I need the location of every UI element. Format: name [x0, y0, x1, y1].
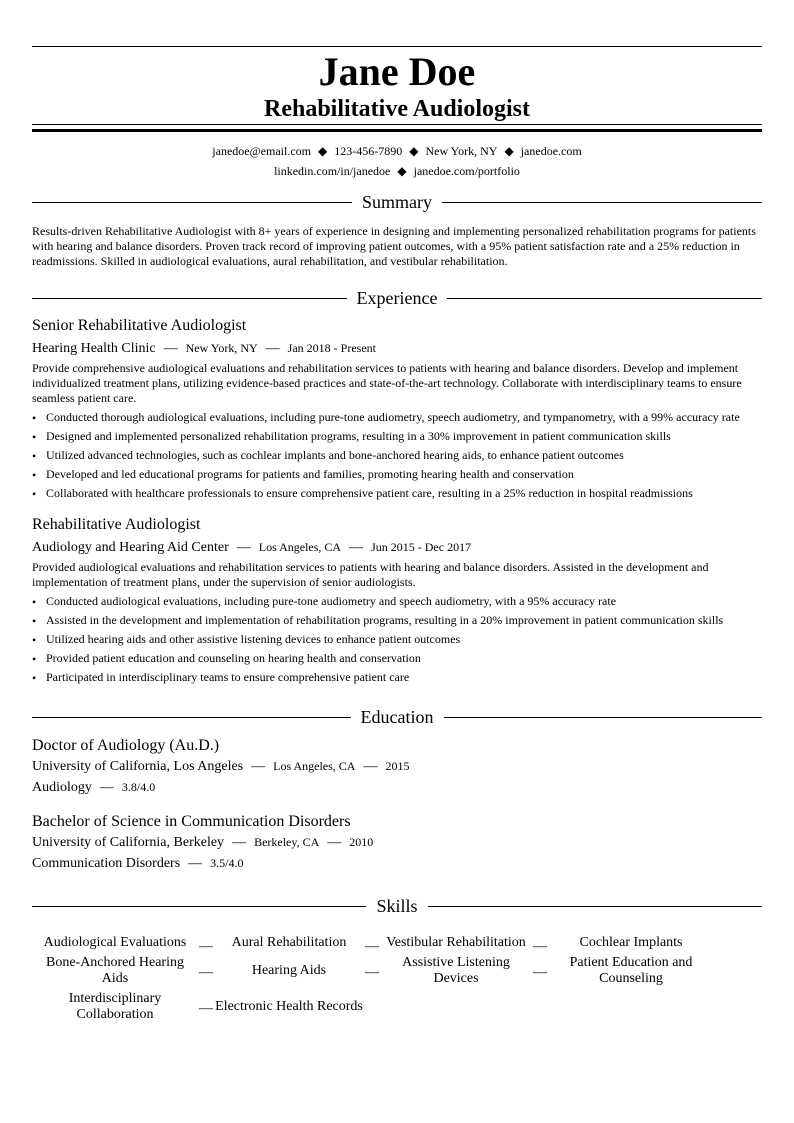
achievement-text: Provided patient education and counseling on hearing health and conservation: [46, 651, 421, 665]
edu-school: University of California, Los Angeles: [32, 759, 244, 774]
skill-separator: —: [365, 965, 379, 980]
dash-separator: —: [236, 540, 251, 555]
job-entry: [32, 316, 762, 503]
achievement-item: [32, 592, 762, 611]
job-description: Provided audiological evaluations and rehabilitation services to patients with hearing and balance disorders. Assisted in the development and implementation of treatment plans, under the supervision of senior audiologists.: [32, 560, 709, 589]
skill-separator: —: [365, 939, 379, 954]
bullet-icon: •: [32, 411, 37, 425]
bullet-icon: •: [32, 595, 37, 609]
achievement-item: [32, 465, 762, 484]
achievement-text: Designed and implemented personalized rehabilitation programs, resulting in a 30% improvement in patient communication skills: [46, 429, 671, 443]
edu-field: Communication Disorders: [32, 856, 181, 871]
education-heading-label: Education: [360, 707, 434, 727]
achievement-text: Participated in interdisciplinary teams to ensure comprehensive patient care: [46, 670, 410, 684]
job-meta: [32, 537, 762, 558]
heading-rule-left: [32, 717, 351, 718]
edu-location: Los Angeles, CA: [273, 759, 356, 773]
skill-item: Vestibular Rehabilitation: [386, 935, 526, 950]
dash-separator: —: [349, 540, 364, 555]
candidate-title: Rehabilitative Audiologist: [263, 96, 531, 122]
summary-heading-label: Summary: [362, 192, 432, 212]
skill-item: Bone-Anchored Hearing Aids: [45, 955, 184, 986]
achievement-text: Developed and led educational programs for patients and families, promoting hearing health and conservation: [46, 467, 574, 481]
job-title: Senior Rehabilitative Audiologist: [32, 317, 247, 334]
dash-separator: —: [265, 341, 280, 356]
achievement-text: Collaborated with healthcare professionals to ensure comprehensive patient care, resulting in a 25% reduction in hospital readmissions: [46, 486, 693, 500]
contact-linkedin[interactable]: linkedin.com/in/janedoe: [274, 164, 391, 178]
job-location: New York, NY: [185, 341, 258, 355]
edu-school-line: [32, 756, 762, 777]
diamond-separator-icon: ◆: [397, 164, 407, 178]
skill-separator: —: [533, 965, 547, 980]
edu-field-line: [32, 777, 762, 798]
job-achievements: [32, 408, 762, 503]
contact-line-1: [32, 141, 762, 161]
bullet-icon: •: [32, 671, 37, 685]
edu-gpa: 3.8/4.0: [121, 780, 156, 794]
heading-rule-left: [32, 906, 366, 907]
edu-field-line: [32, 853, 762, 874]
diamond-separator-icon: ◆: [317, 144, 328, 158]
header-top-rule: [32, 46, 762, 47]
contact-location: New York, NY: [425, 144, 498, 158]
bullet-icon: •: [32, 633, 37, 647]
skills-grid: [32, 935, 762, 1023]
skill-item: Aural Rehabilitation: [231, 935, 347, 950]
heading-rule-right: [444, 717, 763, 718]
skill-separator: —: [199, 965, 213, 980]
bullet-icon: •: [32, 614, 37, 628]
edu-school-line: [32, 832, 762, 853]
job-achievements: [32, 592, 762, 687]
skills-heading-label: Skills: [376, 896, 418, 916]
achievement-item: [32, 408, 762, 427]
skill-item: Cochlear Implants: [579, 935, 683, 950]
job-dates: Jan 2018 - Present: [287, 341, 376, 355]
heading-rule-right: [442, 202, 762, 203]
summary-heading: [32, 190, 762, 214]
diamond-separator-icon: ◆: [504, 144, 514, 158]
job-dates: Jun 2015 - Dec 2017: [371, 540, 472, 554]
achievement-text: Assisted in the development and implementation of rehabilitation programs, resulting in a 20% improvement in patient communication skills: [46, 613, 724, 627]
skill-item: Assistive Listening Devices: [402, 955, 510, 986]
edu-degree: Bachelor of Science in Communication Disorders: [32, 813, 351, 830]
contact-email[interactable]: janedoe@email.com: [212, 144, 311, 158]
job-entry: [32, 515, 762, 687]
dash-separator: —: [99, 780, 114, 795]
achievement-item: [32, 649, 762, 668]
contact-website[interactable]: janedoe.com: [520, 144, 582, 158]
diamond-separator-icon: ◆: [409, 144, 419, 158]
edu-degree: Doctor of Audiology (Au.D.): [32, 737, 220, 754]
heading-rule-right: [428, 906, 762, 907]
summary-text: Results-driven Rehabilitative Audiologist with 8+ years of experience in designing and implementing personalized rehabilitation programs for patients with hearing and balance disorders. Proven track record of improving patient outcomes, with a 95% patient satisfaction rate and a 25% reduction in readmissions. Skilled in audiological evaluations, aural rehabilitation, and vestibular rehabilitation.: [32, 224, 756, 268]
skill-item: Audiological Evaluations: [43, 935, 187, 950]
skill-separator: —: [199, 1001, 213, 1016]
achievement-item: [32, 630, 762, 649]
contact-info: [32, 141, 762, 181]
dash-separator: —: [363, 759, 378, 774]
edu-school: University of California, Berkeley: [32, 835, 225, 850]
heading-rule-left: [32, 202, 352, 203]
job-description: Provide comprehensive audiological evaluations and rehabilitation services to patients with hearing and balance disorders. Develop and implement individualized treatment plans, utilizing evidence-based practices and state-of-the-art technology. Collaborate with interdisciplinary teams to ensure seamless patient care.: [32, 361, 742, 405]
dash-separator: —: [163, 341, 178, 356]
experience-heading-label: Experience: [356, 288, 438, 308]
edu-location: Berkeley, CA: [254, 835, 320, 849]
edu-year: 2015: [385, 759, 410, 773]
job-company: Audiology and Hearing Aid Center: [32, 540, 229, 555]
dash-separator: —: [232, 835, 247, 850]
achievement-item: [32, 446, 762, 465]
job-title: Rehabilitative Audiologist: [32, 516, 201, 533]
achievement-item: [32, 427, 762, 446]
achievement-text: Utilized advanced technologies, such as cochlear implants and bone-anchored hearing aids, to enhance patient outcomes: [46, 448, 624, 462]
achievement-text: Conducted thorough audiological evaluations, including pure-tone audiometry, speech audiometry, and tympanometry, with a 99% accuracy rate: [46, 410, 740, 424]
job-meta: [32, 338, 762, 359]
experience-heading: [32, 286, 762, 310]
education-entry: [32, 812, 762, 874]
job-company: Hearing Health Clinic: [32, 341, 156, 356]
edu-year: 2010: [349, 835, 374, 849]
candidate-name: Jane Doe: [318, 49, 476, 94]
header-double-rule: [32, 124, 762, 132]
skill-item: Hearing Aids: [251, 963, 327, 978]
bullet-icon: •: [32, 487, 37, 501]
resume-page: [32, 46, 762, 1023]
contact-line-2: [32, 161, 762, 181]
edu-gpa: 3.5/4.0: [210, 856, 244, 870]
achievement-item: [32, 611, 762, 630]
bullet-icon: •: [32, 449, 37, 463]
skill-item: Electronic Health Records: [215, 999, 363, 1014]
dash-separator: —: [327, 835, 342, 850]
achievement-text: Conducted audiological evaluations, including pure-tone audiometry and speech audiometry, with a 95% accuracy rate: [46, 594, 617, 608]
heading-rule-right: [447, 298, 762, 299]
skill-separator: —: [199, 939, 213, 954]
skills-heading: [32, 894, 762, 918]
achievement-item: [32, 484, 762, 503]
bullet-icon: •: [32, 652, 37, 666]
job-location: Los Angeles, CA: [258, 540, 342, 554]
skill-item: Interdisciplinary Collaboration: [68, 991, 162, 1022]
achievement-text: Utilized hearing aids and other assistive listening devices to enhance patient outcomes: [46, 632, 461, 646]
education-heading: [32, 705, 762, 729]
edu-field: Audiology: [32, 780, 92, 795]
education-entry: [32, 736, 762, 798]
achievement-item: [32, 668, 762, 687]
bullet-icon: •: [32, 430, 37, 444]
skill-separator: —: [533, 939, 547, 954]
contact-portfolio[interactable]: janedoe.com/portfolio: [413, 164, 520, 178]
skill-item: Patient Education and Counseling: [569, 955, 693, 986]
heading-rule-left: [32, 298, 347, 299]
dash-separator: —: [188, 856, 203, 871]
bullet-icon: •: [32, 468, 37, 482]
dash-separator: —: [251, 759, 266, 774]
contact-phone[interactable]: 123-456-7890: [334, 144, 403, 158]
